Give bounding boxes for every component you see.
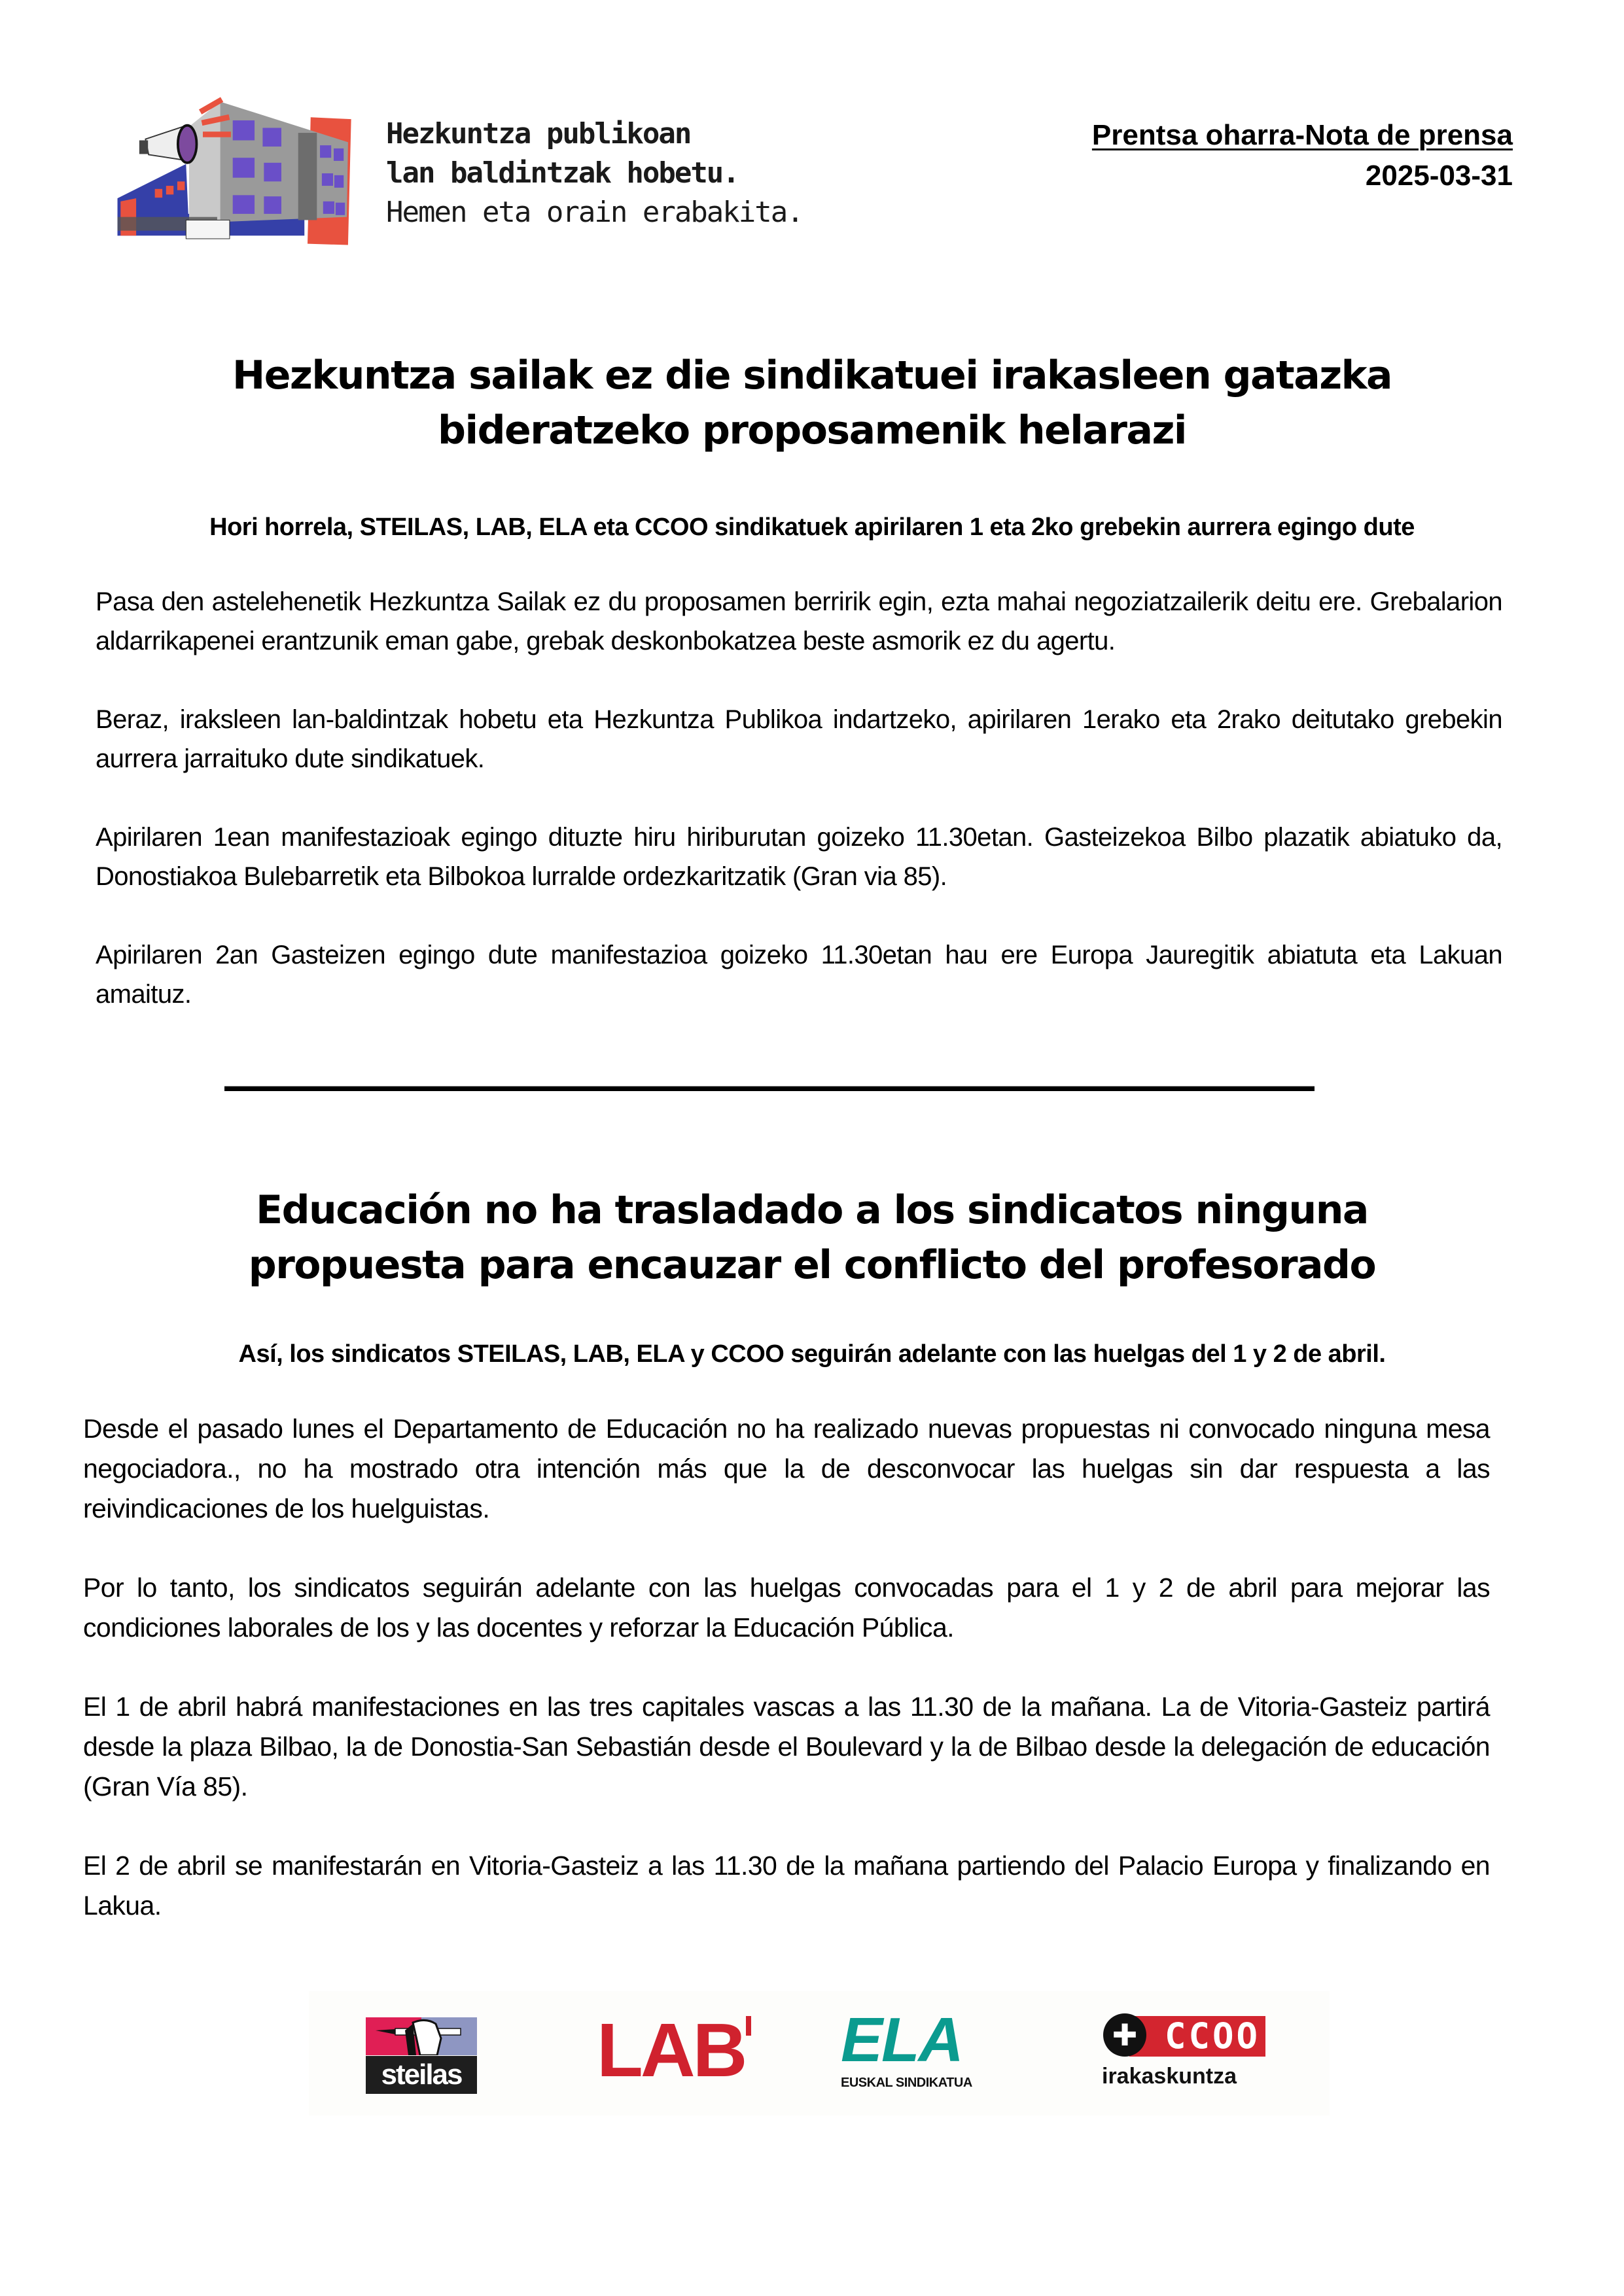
campaign-line-1: Hezkuntza publikoan: [386, 117, 691, 150]
basque-paragraph: Pasa den astelehenetik Hezkuntza Sailak ez du proposamen berririk egin, ezta mahai negoziatzailerik deitu ere. Grebalarion aldarrikapenei erantzunik eman gabe, grebak deskonbokatzea beste asmorik ez du agertu.: [96, 587, 1502, 655]
steilas-wordmark: steilas: [366, 2056, 477, 2094]
spanish-subtitle: Así, los sindicatos STEILAS, LAB, ELA y CCOO seguirán adelante con las huelgas del 1 y 2 de abril.: [238, 1340, 1386, 1368]
campaign-slogan: [386, 114, 803, 232]
basque-title: [0, 348, 1624, 458]
ccoo-tagline: irakaskuntza: [1102, 2064, 1237, 2089]
campaign-line-3: Hemen eta orain erabakita.: [386, 196, 803, 229]
spanish-paragraph: El 1 de abril habrá manifestaciones en las tres capitales vascas a las 11.30 de la mañana. La de Vitoria-Gasteiz partirá desde la plaza Bilbao, la de Donostia-San Sebastián desde el Boulevard y la de Bilbao desde la delegación de educación (Gran Vía 85).: [83, 1692, 1490, 1801]
basque-subtitle: Hori horrela, STEILAS, LAB, ELA eta CCOO sindikatuek apirilaren 1 eta 2ko grebekin aurrera egingo dute: [209, 513, 1415, 541]
spanish-title-line-1: Educación no ha trasladado a los sindicatos ninguna: [256, 1187, 1368, 1233]
spanish-paragraph: El 2 de abril se manifestarán en Vitoria-Gasteiz a las 11.30 de la mañana partiendo del Palacio Europa y finalizando en Lakua.: [83, 1851, 1490, 1921]
lab-logo: [597, 2008, 751, 2093]
union-logos: [309, 1991, 1330, 2115]
basque-body: [96, 582, 1502, 1014]
ela-tagline: EUSKAL SINDIKATUA: [841, 2076, 972, 2090]
basque-paragraph: Apirilaren 2an Gasteizen egingo dute manifestazioa goizeko 11.30etan hau ere Europa Jauregitik abiatuta eta Lakuan amaituz.: [96, 941, 1502, 1009]
spanish-title-line-2: propuesta para encauzar el conflicto del profesorado: [248, 1242, 1376, 1288]
press-release-label: Prentsa oharra-Nota de prensa: [1091, 119, 1513, 151]
spanish-title: [0, 1183, 1624, 1293]
spanish-body: [83, 1409, 1490, 1926]
fist-pencil-icon: [366, 2017, 477, 2055]
press-release-header: [1092, 85, 1513, 198]
spanish-paragraph: Desde el pasado lunes el Departamento de Educación no ha realizado nuevas propuestas ni convocado ninguna mesa negociadora., no ha mostrado otra intención más que la de desconvocar las huelgas sin dar respuesta a las reivindicaciones de los huelguistas.: [83, 1414, 1490, 1523]
campaign-logo: [111, 85, 803, 262]
lab-tick-mark: [746, 2016, 751, 2036]
ccoo-logo: [1102, 2013, 1272, 2089]
steilas-logo: [366, 2017, 477, 2095]
section-divider: [224, 1086, 1315, 1091]
basque-title-line-2: bideratzeko proposamenik helarazi: [438, 408, 1186, 453]
basque-title-line-1: Hezkuntza sailak ez die sindikatuei irakasleen gatazka: [232, 353, 1392, 398]
basque-paragraph: Beraz, iraksleen lan-baldintzak hobetu eta Hezkuntza Publikoa indartzeko, apirilaren 1erako eta 2rako deitutako grebekin aurrera jarraituko dute sindikatuek.: [96, 705, 1502, 773]
header: [111, 85, 1513, 268]
lab-wordmark: LAB: [597, 2008, 745, 2093]
campaign-line-2: lan baldintzak hobetu.: [386, 156, 739, 190]
press-release-date: 2025-03-31: [1365, 160, 1513, 192]
basque-paragraph: Apirilaren 1ean manifestazioak egingo dituzte hiru hiriburutan goizeko 11.30etan. Gasteizekoa Bilbo plazatik abiatuko da, Donostiakoa Bulebarretik eta Bilbokoa lurralde ordezkaritzatik (Gran via 85).: [96, 823, 1502, 891]
school-building-illustration: [111, 85, 373, 262]
ela-wordmark: ELA: [841, 2005, 962, 2075]
spanish-paragraph: Por lo tanto, los sindicatos seguirán adelante con las huelgas convocadas para el 1 y 2 de abril para mejorar las condiciones laborales de los y las docentes y reforzar la Educación Pública.: [83, 1573, 1490, 1643]
ccoo-wordmark: CCOO: [1129, 2016, 1265, 2057]
ela-logo: [841, 2005, 972, 2091]
ccoo-emblem-icon: ✚: [1103, 2013, 1146, 2057]
